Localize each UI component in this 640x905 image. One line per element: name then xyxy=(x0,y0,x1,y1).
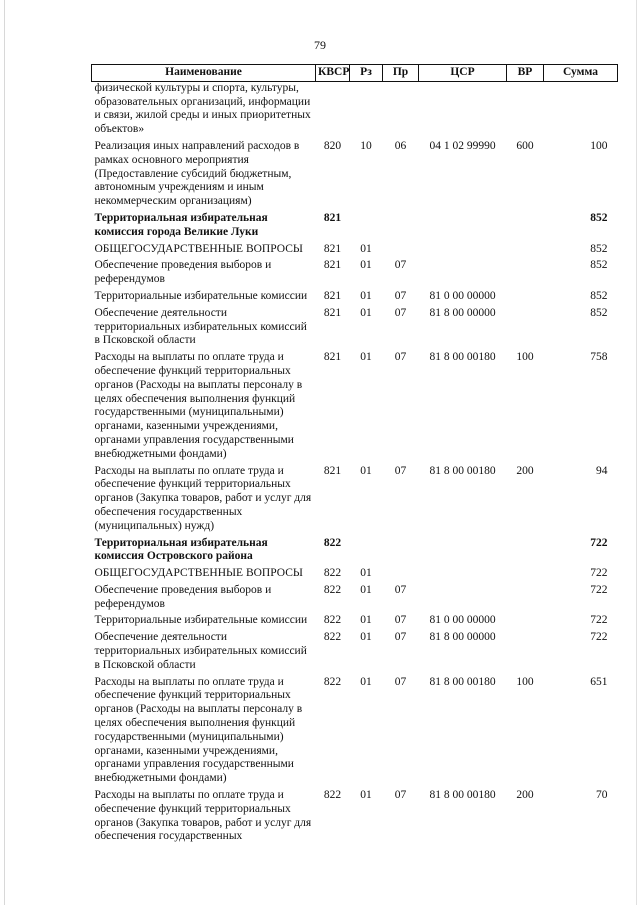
table-body xyxy=(92,81,618,844)
table-row xyxy=(92,81,618,137)
cell-pr xyxy=(383,81,419,137)
cell-sum: 722 xyxy=(590,631,608,644)
header-rz: Рз xyxy=(350,65,383,82)
cell-sum xyxy=(544,81,618,137)
cell-rz: 01 xyxy=(360,464,372,477)
cell-sum: 758 xyxy=(590,351,608,364)
table-row xyxy=(92,564,618,581)
header-sum: Сумма xyxy=(544,65,618,82)
cell-vr xyxy=(507,304,544,348)
cell-csr: 81 8 00 00180 xyxy=(429,464,496,477)
cell-sum: 722 xyxy=(590,567,608,580)
cell-rz: 01 xyxy=(360,306,372,319)
table-row xyxy=(92,462,618,534)
table-row xyxy=(92,786,618,844)
cell-vr xyxy=(507,581,544,612)
cell-pr: 07 xyxy=(394,259,407,272)
cell-name: Обеспечение проведения выборов и референдумов xyxy=(94,583,272,610)
cell-vr: 100 xyxy=(516,351,534,364)
cell-sum: 722 xyxy=(590,614,608,627)
cell-name: Расходы на выплаты по оплате труда и обеспечение функций территориальных органов (Расходы на выплаты персоналу в целях обеспечения выполнения функций государственными (муниципальными) органами, казенными учреждениями, органами управления государственными внебюджетными фондами) xyxy=(94,351,303,460)
cell-sum: 722 xyxy=(590,583,608,596)
cell-pr xyxy=(383,564,419,581)
cell-name: Территориальные избирательные комиссии xyxy=(94,614,308,627)
scan-edge-right xyxy=(636,0,637,905)
cell-vr xyxy=(507,628,544,672)
header-name: Наименование xyxy=(92,65,316,82)
cell-sum: 94 xyxy=(596,464,608,477)
cell-rz: 01 xyxy=(360,567,372,580)
cell-name: Обеспечение деятельности территориальных избирательных комиссий в Псковской области xyxy=(94,631,307,671)
cell-csr: 04 1 02 99990 xyxy=(429,139,496,152)
cell-kvsr: 822 xyxy=(323,631,342,644)
cell-sum: 852 xyxy=(590,259,608,272)
cell-sum: 722 xyxy=(590,536,608,549)
cell-pr: 07 xyxy=(394,351,407,364)
cell-sum: 852 xyxy=(590,242,608,255)
cell-vr xyxy=(507,256,544,287)
cell-pr: 07 xyxy=(394,631,407,644)
cell-csr xyxy=(419,534,507,565)
table-row xyxy=(92,209,618,240)
cell-vr: 200 xyxy=(516,789,534,802)
cell-pr xyxy=(383,240,419,257)
page-number: 79 xyxy=(314,38,326,52)
table-row xyxy=(92,534,618,565)
cell-kvsr: 821 xyxy=(323,211,342,224)
cell-kvsr: 822 xyxy=(323,536,342,549)
cell-pr: 07 xyxy=(394,583,407,596)
cell-name: Расходы на выплаты по оплате труда и обеспечение функций территориальных органов (Закупка товаров, работ и услуг для обеспечения государственных xyxy=(94,789,312,843)
cell-kvsr: 822 xyxy=(323,675,342,688)
cell-sum: 70 xyxy=(596,789,608,802)
header-kvsr: КВСР xyxy=(316,65,350,82)
cell-kvsr: 821 xyxy=(323,351,342,364)
cell-rz: 01 xyxy=(360,789,372,802)
cell-kvsr: 821 xyxy=(323,259,342,272)
cell-csr: 81 8 00 00180 xyxy=(429,789,496,802)
cell-kvsr: 821 xyxy=(323,289,342,302)
cell-kvsr: 820 xyxy=(323,139,342,152)
cell-name: Обеспечение деятельности территориальных избирательных комиссий в Псковской области xyxy=(94,306,307,347)
cell-pr: 07 xyxy=(394,789,407,802)
table-row xyxy=(92,611,618,628)
cell-sum: 651 xyxy=(590,675,608,688)
table-row xyxy=(92,673,618,786)
cell-vr: 600 xyxy=(516,139,534,152)
cell-name: Расходы на выплаты по оплате труда и обеспечение функций территориальных органов (Закупка товаров, работ и услуг для обеспечения государственных (муниципальных) нужд) xyxy=(94,464,312,532)
cell-rz: 01 xyxy=(360,631,372,644)
cell-vr xyxy=(507,209,544,240)
header-csr: ЦСР xyxy=(419,65,507,82)
cell-vr xyxy=(507,534,544,565)
cell-vr: 200 xyxy=(516,464,534,477)
cell-kvsr: 822 xyxy=(323,789,342,802)
cell-pr: 07 xyxy=(394,614,407,627)
table-row xyxy=(92,581,618,612)
cell-kvsr: 821 xyxy=(323,464,342,477)
cell-csr: 81 8 00 00000 xyxy=(429,631,496,644)
cell-rz: 01 xyxy=(360,583,372,596)
cell-kvsr xyxy=(316,81,350,137)
cell-name: Расходы на выплаты по оплате труда и обеспечение функций территориальных органов (Расходы на выплаты персоналу в целях обеспечения выполнения функций государственными (муниципальными) органами, казенными учреждениями, органами управления государственными внебюджетными фондами) xyxy=(94,675,303,785)
header-vr: ВР xyxy=(507,65,544,82)
table-header-row xyxy=(92,65,618,82)
cell-name: ОБЩЕГОСУДАРСТВЕННЫЕ ВОПРОСЫ xyxy=(94,567,303,580)
cell-sum: 852 xyxy=(590,289,608,302)
cell-csr xyxy=(419,240,507,257)
cell-sum: 852 xyxy=(590,211,608,224)
cell-csr: 81 8 00 00180 xyxy=(429,351,496,364)
cell-name: физической культуры и спорта, культуры, образовательных организаций, информации и связи, жилой среды и иных приоритетных объектов» xyxy=(94,81,311,136)
cell-rz xyxy=(350,209,383,240)
cell-vr xyxy=(507,564,544,581)
cell-pr xyxy=(383,534,419,565)
cell-csr xyxy=(419,581,507,612)
scan-edge-left xyxy=(4,0,5,905)
cell-rz: 01 xyxy=(360,351,372,364)
cell-csr xyxy=(419,564,507,581)
cell-vr: 100 xyxy=(516,675,534,688)
cell-sum: 852 xyxy=(590,306,608,319)
table-row xyxy=(92,240,618,257)
cell-name: Территориальные избирательные комиссии xyxy=(94,289,308,302)
cell-kvsr: 822 xyxy=(323,614,342,627)
cell-name: Обеспечение проведения выборов и референдумов xyxy=(94,259,272,286)
cell-name: Территориальная избирательная комиссия города Великие Луки xyxy=(94,211,268,238)
cell-name: ОБЩЕГОСУДАРСТВЕННЫЕ ВОПРОСЫ xyxy=(94,242,303,255)
cell-rz: 01 xyxy=(360,614,372,627)
cell-rz: 01 xyxy=(360,289,372,302)
cell-vr xyxy=(507,240,544,257)
cell-csr: 81 8 00 00180 xyxy=(429,675,496,688)
cell-kvsr: 821 xyxy=(323,306,342,319)
cell-pr: 07 xyxy=(394,675,407,688)
cell-rz xyxy=(350,81,383,137)
cell-csr xyxy=(419,209,507,240)
cell-rz: 10 xyxy=(360,139,372,152)
cell-sum: 100 xyxy=(590,139,608,152)
table-row xyxy=(92,348,618,461)
cell-kvsr: 822 xyxy=(323,567,342,580)
cell-name: Реализация иных направлений расходов в рамках основного мероприятия (Предоставление субсидий бюджетным, автономным учреждениям и иным некоммерческим организациям) xyxy=(94,139,300,208)
cell-rz: 01 xyxy=(360,259,372,272)
cell-csr: 81 8 00 00000 xyxy=(429,306,496,319)
header-pr: Пр xyxy=(383,65,419,82)
cell-pr xyxy=(383,209,419,240)
cell-vr xyxy=(507,611,544,628)
cell-csr: 81 0 00 00000 xyxy=(429,289,496,302)
budget-table xyxy=(91,64,618,844)
table-row xyxy=(92,137,618,209)
table-row xyxy=(92,304,618,348)
cell-vr xyxy=(507,287,544,304)
table-row xyxy=(92,256,618,287)
cell-rz: 01 xyxy=(360,242,372,255)
cell-kvsr: 821 xyxy=(323,242,342,255)
cell-csr xyxy=(419,256,507,287)
cell-rz: 01 xyxy=(360,675,372,688)
cell-kvsr: 822 xyxy=(323,583,342,596)
cell-pr: 07 xyxy=(394,289,407,302)
table-row xyxy=(92,628,618,672)
cell-rz xyxy=(350,534,383,565)
cell-pr: 07 xyxy=(394,464,407,477)
cell-name: Территориальная избирательная комиссия Островского района xyxy=(94,536,268,563)
table-row xyxy=(92,287,618,304)
cell-csr: 81 0 00 00000 xyxy=(429,614,496,627)
cell-pr: 07 xyxy=(394,306,407,319)
cell-pr: 06 xyxy=(394,139,407,152)
cell-vr xyxy=(507,81,544,137)
cell-csr xyxy=(419,81,507,137)
